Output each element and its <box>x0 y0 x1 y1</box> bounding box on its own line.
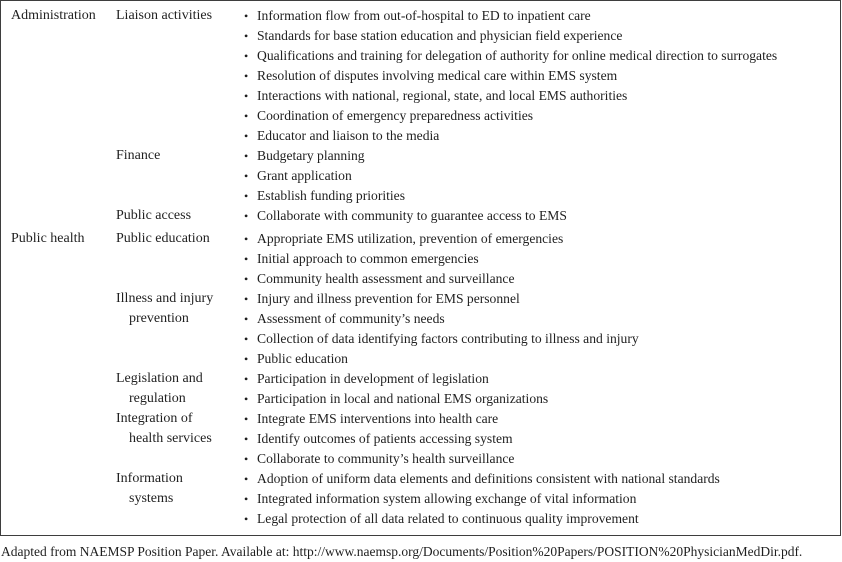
subcategory-line: Integration of <box>116 411 193 426</box>
table-row <box>116 289 840 369</box>
bullet-item <box>244 469 840 489</box>
bullet-icon: • <box>244 209 249 223</box>
bullet-icon: • <box>244 492 249 506</box>
bullet-icon: • <box>244 372 249 386</box>
bullet-text: Initial approach to common emergencies <box>257 251 479 266</box>
subcategory-label <box>116 6 244 26</box>
subcategory-line: health services <box>129 431 212 446</box>
table-row <box>116 229 840 289</box>
bullet-text: Integrated information system allowing exchange of vital information <box>257 491 637 506</box>
bullet-text: Adoption of uniform data elements and definitions consistent with national standards <box>257 471 720 486</box>
bullet-item <box>244 489 840 509</box>
bullet-icon: • <box>244 292 249 306</box>
category-label: Administration <box>11 8 96 23</box>
table-source-note: Adapted from NAEMSP Position Paper. Available at: http://www.naemsp.org/Documents/Position%20Papers/POSITION%20PhysicianMedDir.pdf. <box>1 544 803 559</box>
subcategory-label <box>116 229 244 249</box>
bullet-item <box>244 6 840 26</box>
bullet-text: Grant application <box>257 168 352 183</box>
subcategory-label <box>116 146 244 166</box>
bullet-text: Establish funding priorities <box>257 188 406 203</box>
bullet-icon: • <box>244 129 249 143</box>
table-row <box>116 206 840 226</box>
subcategory-label <box>116 469 244 509</box>
bullet-item <box>244 206 840 226</box>
bullet-icon: • <box>244 412 249 426</box>
bullet-icon: • <box>244 312 249 326</box>
bullet-list <box>244 469 840 529</box>
subcategory-line: prevention <box>129 311 189 326</box>
bullet-item <box>244 126 840 146</box>
bullet-text: Resolution of disputes involving medical care within EMS system <box>257 68 618 83</box>
bullet-item <box>244 449 840 469</box>
bullet-icon: • <box>244 149 249 163</box>
bullet-list <box>244 206 840 226</box>
bullet-text: Interactions with national, regional, state, and local EMS authorities <box>257 88 628 103</box>
bullet-item <box>244 166 840 186</box>
subcategory-line: Finance <box>116 148 161 163</box>
bullet-list <box>244 289 840 369</box>
bullet-item <box>244 389 840 409</box>
bullet-item <box>244 146 840 166</box>
subcategory-label <box>116 289 244 329</box>
bullet-icon: • <box>244 472 249 486</box>
subcategory-label <box>116 409 244 449</box>
subcategory-line: Legislation and <box>116 371 203 386</box>
bullet-icon: • <box>244 189 249 203</box>
table-row <box>116 6 840 146</box>
bullet-text: Injury and illness prevention for EMS personnel <box>257 291 520 306</box>
bullet-item <box>244 186 840 206</box>
bullet-text: Legal protection of all data related to continuous quality improvement <box>257 511 639 526</box>
bullet-item <box>244 289 840 309</box>
bullet-text: Participation in development of legislation <box>257 371 489 386</box>
bullet-item <box>244 409 840 429</box>
table-row <box>116 409 840 469</box>
bullet-list <box>244 6 840 146</box>
bullet-item <box>244 229 840 249</box>
bullet-item <box>244 106 840 126</box>
bullet-item <box>244 329 840 349</box>
subcategory-label <box>116 369 244 409</box>
bullet-text: Appropriate EMS utilization, prevention of emergencies <box>257 231 564 246</box>
subcategory-line: Illness and injury <box>116 291 214 306</box>
bullet-icon: • <box>244 169 249 183</box>
bullet-text: Collection of data identifying factors contributing to illness and injury <box>257 331 639 346</box>
category-groups <box>116 6 840 226</box>
bullet-list <box>244 229 840 289</box>
table-row <box>116 469 840 529</box>
bullet-text: Qualifications and training for delegation of authority for online medical direction to surrogates <box>257 48 778 63</box>
table-row <box>116 369 840 409</box>
bullet-text: Identify outcomes of patients accessing system <box>257 431 513 446</box>
bullet-list <box>244 146 840 206</box>
table-section <box>1 6 840 226</box>
bullet-text: Collaborate to community’s health surveillance <box>257 451 515 466</box>
bullet-icon: • <box>244 392 249 406</box>
bullet-list <box>244 369 840 409</box>
bullet-item <box>244 46 840 66</box>
bullet-icon: • <box>244 9 249 23</box>
bullet-item <box>244 509 840 529</box>
bullet-item <box>244 269 840 289</box>
bullet-icon: • <box>244 69 249 83</box>
bullet-icon: • <box>244 109 249 123</box>
bullet-icon: • <box>244 452 249 466</box>
bullet-list <box>244 409 840 469</box>
bullet-item <box>244 369 840 389</box>
subcategory-line: Public education <box>116 231 210 246</box>
bullet-icon: • <box>244 432 249 446</box>
subcategory-label <box>116 206 244 226</box>
subcategory-line: Public access <box>116 208 192 223</box>
table-row <box>116 146 840 206</box>
bullet-item <box>244 66 840 86</box>
bullet-icon: • <box>244 352 249 366</box>
bullet-text: Collaborate with community to guarantee access to EMS <box>257 208 567 223</box>
bullet-text: Integrate EMS interventions into health care <box>257 411 499 426</box>
bullet-text: Budgetary planning <box>257 148 365 163</box>
bullet-text: Educator and liaison to the media <box>257 128 440 143</box>
bullet-item <box>244 349 840 369</box>
bullet-text: Public education <box>257 351 348 366</box>
bullet-icon: • <box>244 49 249 63</box>
category-groups <box>116 229 840 529</box>
category-label: Public health <box>11 231 85 246</box>
bullet-item <box>244 86 840 106</box>
bullet-text: Assessment of community’s needs <box>257 311 445 326</box>
bullet-text: Participation in local and national EMS organizations <box>257 391 549 406</box>
bullet-icon: • <box>244 272 249 286</box>
bullet-icon: • <box>244 252 249 266</box>
bullet-text: Standards for base station education and physician field experience <box>257 28 623 43</box>
subcategory-line: systems <box>129 491 174 506</box>
bullet-icon: • <box>244 29 249 43</box>
bullet-item <box>244 429 840 449</box>
subcategory-line: regulation <box>129 391 186 406</box>
bullet-icon: • <box>244 89 249 103</box>
bullet-item <box>244 309 840 329</box>
bullet-item <box>244 249 840 269</box>
bullet-text: Coordination of emergency preparedness activities <box>257 108 534 123</box>
bullet-icon: • <box>244 232 249 246</box>
bullet-icon: • <box>244 332 249 346</box>
subcategory-line: Liaison activities <box>116 8 213 23</box>
table-body <box>1 6 840 529</box>
subcategory-line: Information <box>116 471 183 486</box>
bullet-icon: • <box>244 512 249 526</box>
table-section <box>1 229 840 529</box>
bullet-text: Community health assessment and surveillance <box>257 271 515 286</box>
bullet-text: Information flow from out-of-hospital to ED to inpatient care <box>257 8 591 23</box>
bullet-item <box>244 26 840 46</box>
